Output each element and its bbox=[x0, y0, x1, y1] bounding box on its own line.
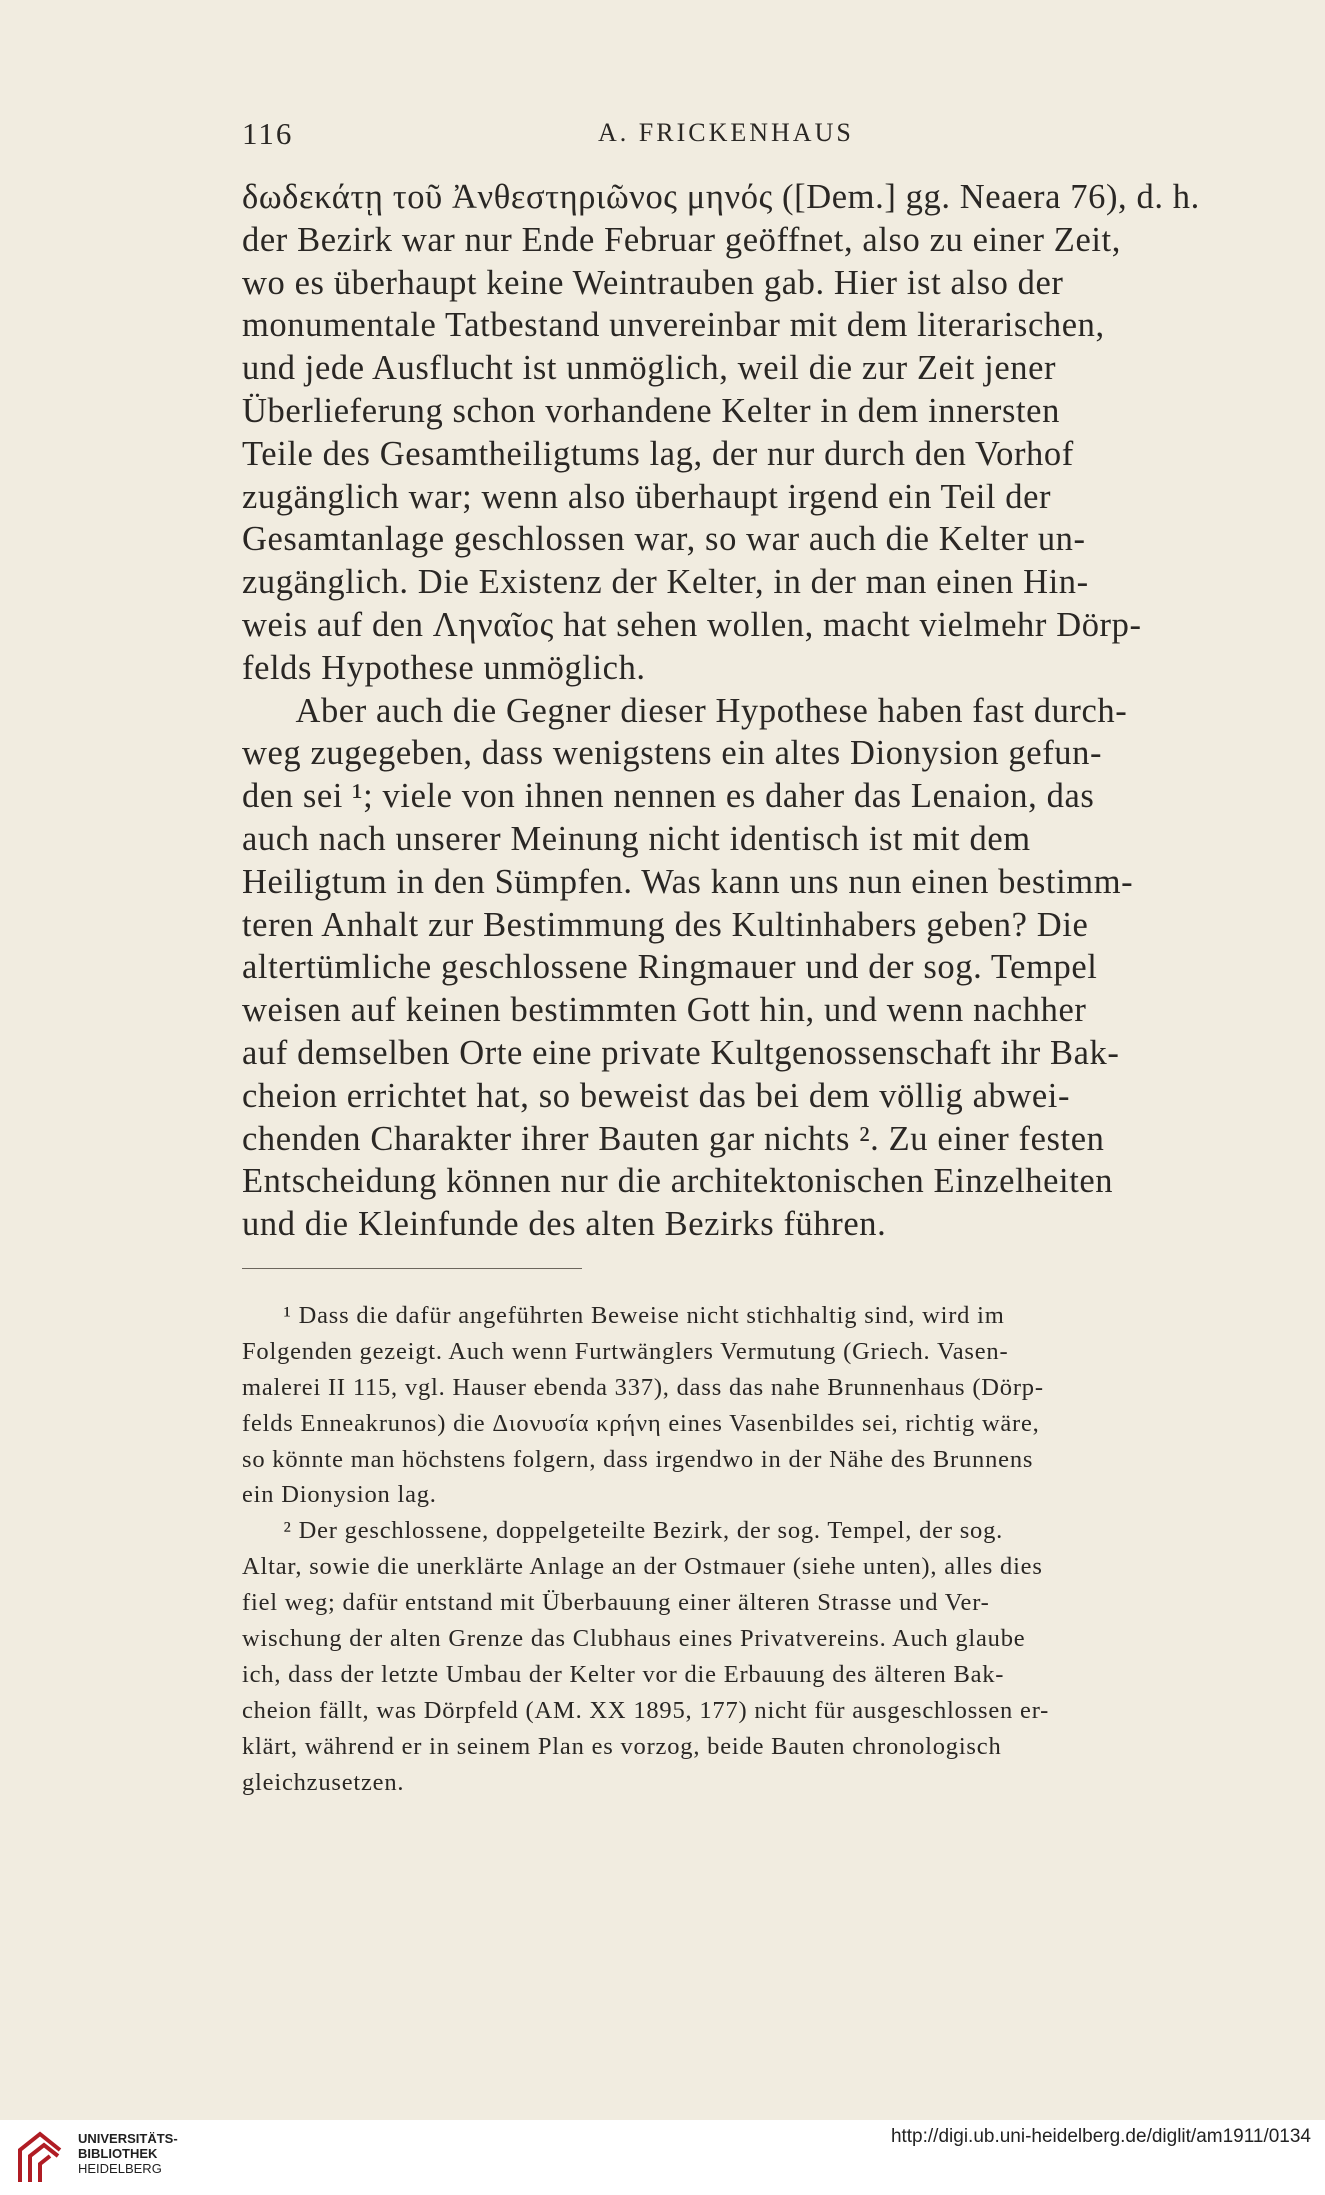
body-line: weisen auf keinen bestimmten Gott hin, und wenn nachher bbox=[242, 991, 1087, 1030]
body-line: Aber auch die Gegner dieser Hypothese haben fast durch- bbox=[242, 691, 1128, 730]
body-line: weg zugegeben, dass wenigstens ein altes Dionysion gefun- bbox=[242, 734, 1103, 773]
body-line: zugänglich. Die Existenz der Kelter, in der man einen Hin- bbox=[242, 563, 1089, 602]
body-line: altertümliche geschlossene Ringmauer und der sog. Tempel bbox=[242, 948, 1098, 987]
footnote-line: klärt, während er in seinem Plan es vorzog, beide Bauten chronologisch bbox=[242, 1732, 1002, 1760]
footnotes bbox=[242, 1298, 1214, 1800]
body-line: teren Anhalt zur Bestimmung des Kultinhabers geben? Die bbox=[242, 905, 1089, 944]
footnote-line: Folgenden gezeigt. Auch wenn Furtwänglers Vermutung (Griech. Vasen- bbox=[242, 1337, 1009, 1365]
page-header bbox=[242, 116, 1068, 156]
body-line: und jede Ausflucht ist unmöglich, weil die zur Zeit jener bbox=[242, 349, 1057, 388]
footnote-line: ² Der geschlossene, doppelgeteilte Bezirk, der sog. Tempel, der sog. bbox=[242, 1517, 1004, 1545]
body-line: felds Hypothese unmöglich. bbox=[242, 648, 646, 687]
footnote-line: so könnte man höchstens folgern, dass irgendwo in der Nähe des Brunnens bbox=[242, 1445, 1034, 1473]
body-line: der Bezirk war nur Ende Februar geöffnet, also zu einer Zeit, bbox=[242, 220, 1121, 259]
main-text bbox=[242, 176, 1214, 1246]
library-name-line-3: HEIDELBERG bbox=[78, 2161, 162, 2176]
footnote-line: cheion fällt, was Dörpfeld (AM. XX 1895, 177) nicht für ausgeschlossen er- bbox=[242, 1696, 1050, 1724]
body-line: Heiligtum in den Sümpfen. Was kann uns nun einen bestimm- bbox=[242, 862, 1134, 901]
page-number: 116 bbox=[242, 116, 294, 151]
running-head: A. FRICKENHAUS bbox=[598, 118, 854, 147]
body-line: weis auf den Ληναῖος hat sehen wollen, macht vielmehr Dörp- bbox=[242, 605, 1142, 644]
body-line: Teile des Gesamtheiligtums lag, der nur durch den Vorhof bbox=[242, 434, 1074, 473]
footnote-line: Altar, sowie die unerklärte Anlage an der Ostmauer (siehe unten), alles dies bbox=[242, 1553, 1043, 1581]
body-line: auf demselben Orte eine private Kultgenossenschaft ihr Bak- bbox=[242, 1033, 1120, 1072]
body-line: Gesamtanlage geschlossen war, so war auch die Kelter un- bbox=[242, 520, 1086, 559]
library-name bbox=[78, 2131, 218, 2176]
footnote-line: malerei II 115, vgl. Hauser ebenda 337), dass das nahe Brunnenhaus (Dörp- bbox=[242, 1373, 1044, 1401]
body-line: auch nach unserer Meinung nicht identisch ist mit dem bbox=[242, 819, 1031, 858]
footnote-line: felds Enneakrunos) die Διονυσία κρήνη eines Vasenbildes sei, richtig wäre, bbox=[242, 1409, 1040, 1437]
body-line: den sei ¹; viele von ihnen nennen es daher das Lenaion, das bbox=[242, 777, 1095, 816]
source-url[interactable]: http://digi.ub.uni-heidelberg.de/diglit/am1911/0134 bbox=[890, 2126, 1311, 2147]
footnote-line: gleichzusetzen. bbox=[242, 1768, 405, 1796]
library-logo-icon[interactable] bbox=[14, 2128, 66, 2186]
body-line: zugänglich war; wenn also überhaupt irgend ein Teil der bbox=[242, 477, 1052, 516]
body-line: Überlieferung schon vorhandene Kelter in dem innersten bbox=[242, 391, 1060, 430]
body-line: monumentale Tatbestand unvereinbar mit dem literarischen, bbox=[242, 306, 1105, 345]
footnote-divider bbox=[242, 1268, 582, 1269]
footnote-line: ich, dass der letzte Umbau der Kelter vor die Erbauung des älteren Bak- bbox=[242, 1660, 1005, 1688]
library-name-line-2: BIBLIOTHEK bbox=[78, 2146, 158, 2161]
footnote-line: ¹ Dass die dafür angeführten Beweise nicht stichhaltig sind, wird im bbox=[242, 1302, 1005, 1329]
body-line: und die Kleinfunde des alten Bezirks führen. bbox=[242, 1205, 887, 1244]
footnote-line: wischung der alten Grenze das Clubhaus eines Privatvereins. Auch glaube bbox=[242, 1625, 1026, 1653]
body-line: cheion errichtet hat, so beweist das bei dem völlig abwei- bbox=[242, 1076, 1071, 1115]
body-line: Entscheidung können nur die architektonischen Einzelheiten bbox=[242, 1162, 1114, 1201]
footnote-line: ein Dionysion lag. bbox=[242, 1481, 437, 1509]
body-line: wo es überhaupt keine Weintrauben gab. Hier ist also der bbox=[242, 263, 1064, 302]
body-line: δωδεκάτῃ τοῦ Ἀνθεστηριῶνος μηνός ([Dem.] gg. Neaera 76), d. h. bbox=[242, 178, 1200, 216]
footnote-line: fiel weg; dafür entstand mit Überbauung einer älteren Strasse und Ver- bbox=[242, 1589, 990, 1617]
body-line: chenden Charakter ihrer Bauten gar nichts ². Zu einer festen bbox=[242, 1119, 1105, 1158]
library-name-line-1: UNIVERSITÄTS- bbox=[78, 2131, 178, 2146]
